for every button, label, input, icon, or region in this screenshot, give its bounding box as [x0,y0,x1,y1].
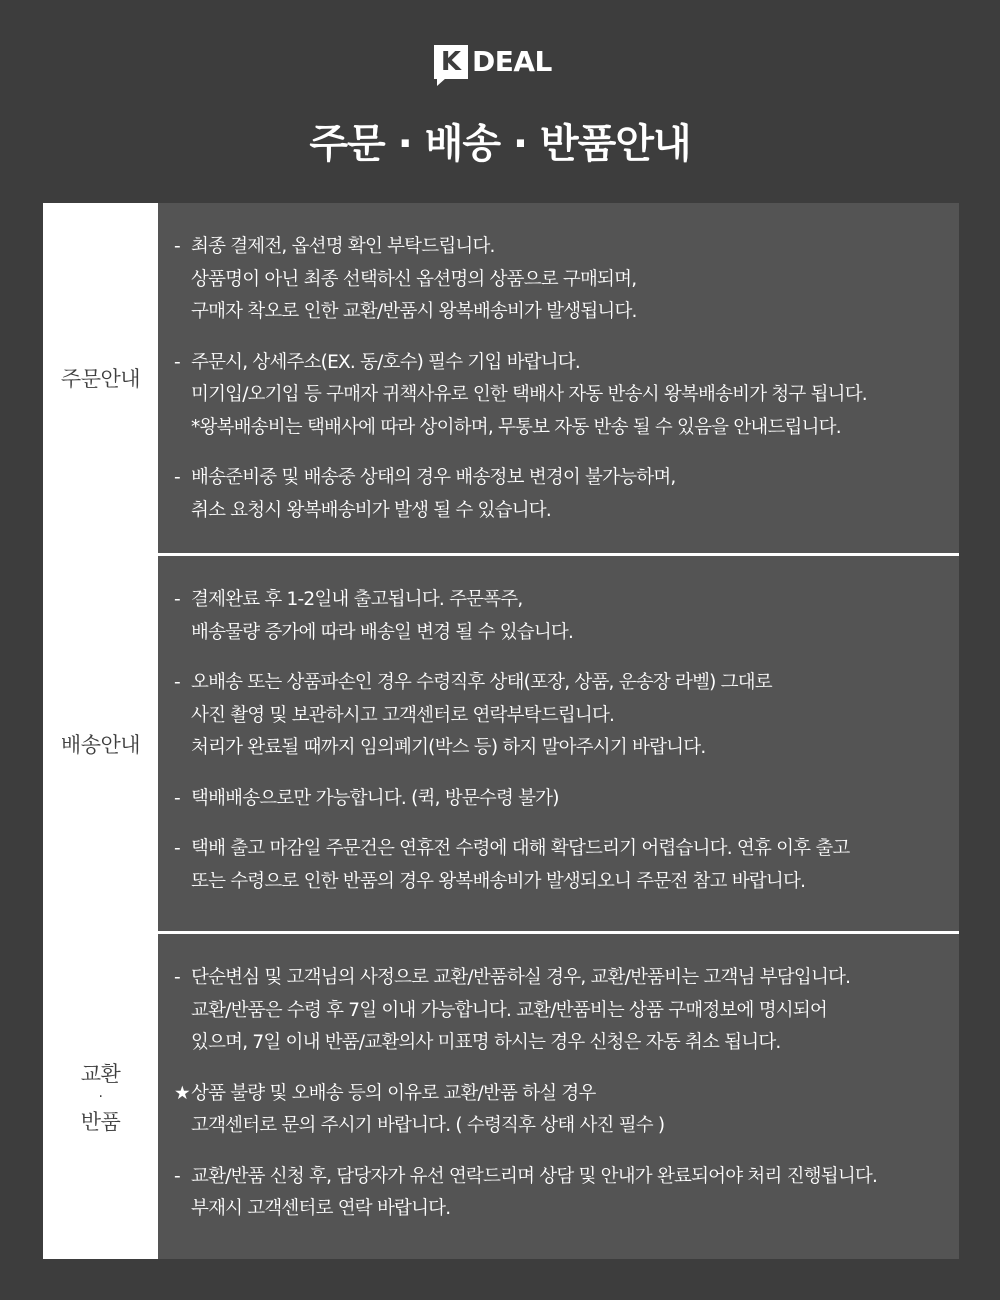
bullet-mark: - [174,589,180,610]
section-shipping [43,553,959,931]
item-text: 배송준비중 및 배송중 상태의 경우 배송정보 변경이 불가능하며, [191,467,676,488]
star-icon: ★ [174,1082,190,1104]
item-text: 미기입/오기입 등 구매자 귀책사유로 인한 택배사 자동 반송시 왕복배송비가 청구 됩니다. [191,384,867,405]
section-content [158,203,959,553]
list-item [174,833,949,898]
bullet-mark: - [174,467,180,488]
item-text: 교환/반품 신청 후, 담당자가 유선 연락드리며 상담 및 안내가 완료되어야 처리 진행됩니다. [191,1165,878,1187]
item-text: 교환/반품은 수령 후 7일 이내 가능합니다. 교환/반품비는 상품 구매정보에 명시되어 [191,999,827,1021]
item-text: 택배 출고 마감일 주문건은 연휴전 수령에 대해 확답드리기 어렵습니다. 연휴 이후 출고 [191,838,850,859]
section-label-text: 주문안내 [60,367,141,391]
header [0,0,1000,203]
section-order [43,203,959,553]
item-text: 처리가 완료될 때까지 임의폐기(박스 등) 하지 말아주시기 바랍니다. [191,737,706,758]
list-item [174,462,949,527]
info-table [43,203,959,1259]
bullet-mark: - [174,838,180,859]
bullet-mark: - [174,787,180,809]
list-item [174,1078,949,1143]
item-text: 상품 불량 및 오배송 등의 이유로 교환/반품 하실 경우 [191,1082,596,1104]
section-label-text: 배송안내 [60,732,141,757]
item-text: 오배송 또는 상품파손인 경우 수령직후 상태(포장, 상품, 운송장 라벨) 그대로 [191,672,772,693]
item-text: 상품명이 아닌 최종 선택하신 옵션명의 상품으로 구매되며, [191,268,637,290]
item-text: 단순변심 및 고객님의 사정으로 교환/반품하실 경우, 교환/반품비는 고객님 부담입니다. [191,967,851,988]
item-text: 고객센터로 문의 주시기 바랍니다. ( 수령직후 상태 사진 필수 ) [191,1115,665,1136]
page-title: 주문 · 배송 · 반품안내 [309,121,691,167]
list-item [174,667,949,765]
item-text: 사진 촬영 및 보관하시고 고객센터로 연락부탁드립니다. [191,704,615,726]
item-text: 배송물량 증가에 따라 배송일 변경 될 수 있습니다. [191,621,574,643]
bullet-mark: - [174,672,180,693]
item-text: 주문시, 상세주소(EX. 동/호수) 필수 기입 바랍니다. [191,351,580,373]
item-text: 취소 요청시 왕복배송비가 발생 될 수 있습니다. [191,499,551,521]
section-return [43,931,959,1259]
item-text: 부재시 고객센터로 연락 바랍니다. [191,1198,451,1219]
bullet-mark: - [174,351,180,373]
item-text: 구매자 착오로 인한 교환/반품시 왕복배송비가 발생됩니다. [191,301,637,322]
list-item [174,584,949,649]
logo-text: DEAL [472,45,552,78]
section-label-text: 반품 [80,1109,121,1134]
list-item [174,783,949,816]
bullet-mark: - [174,236,180,257]
list-item [174,347,949,445]
item-text: *왕복배송비는 택배사에 따라 상이하며, 무통보 자동 반송 될 수 있음을 안내드립니다. [191,416,841,438]
item-text: 또는 수령으로 인한 반품의 경우 왕복배송비가 발생되오니 주문전 참고 바랍니다. [191,870,806,892]
item-text: 결제완료 후 1-2일내 출고됩니다. 주문폭주, [191,589,523,610]
list-item [174,231,949,329]
section-content [158,934,959,1259]
section-label-text: 교환 [80,1061,121,1086]
section-label [43,203,158,553]
section-content [158,556,959,931]
list-item [174,1161,949,1226]
bullet-mark: - [174,967,180,988]
label-dot: · [98,1088,103,1105]
section-label [43,556,158,931]
item-text: 있으며, 7일 이내 반품/교환의사 미표명 하시는 경우 신청은 자동 취소 됩니다. [191,1032,781,1053]
item-text: 택배배송으로만 가능합니다. (퀵, 방문수령 불가) [191,787,559,809]
bullet-mark: - [174,1165,180,1187]
section-label [43,934,158,1259]
kdeal-logo [434,45,552,79]
item-text: 최종 결제전, 옵션명 확인 부탁드립니다. [191,236,495,257]
logo-k-badge: K [434,45,468,79]
list-item [174,962,949,1060]
